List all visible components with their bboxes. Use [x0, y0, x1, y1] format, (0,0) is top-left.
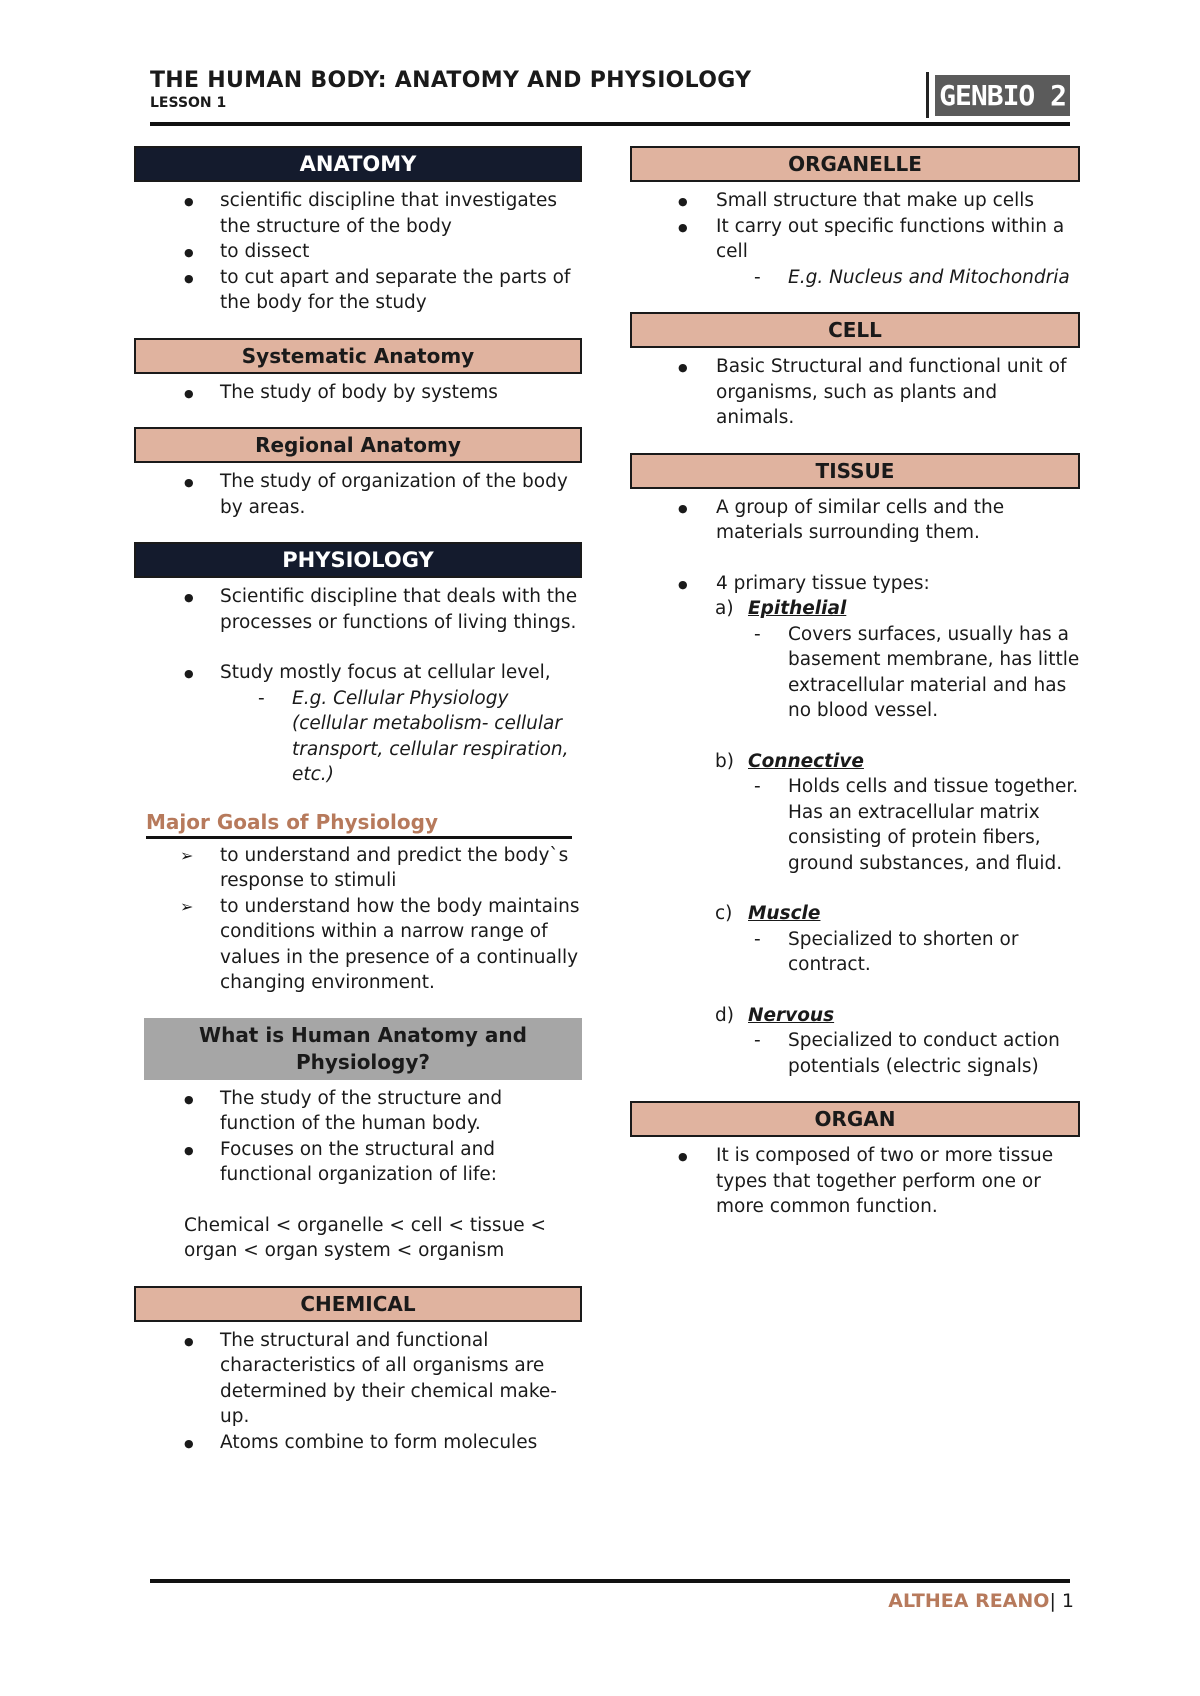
systematic-anatomy-heading: Systematic Anatomy	[134, 338, 582, 374]
tissue-type-desc: - Covers surfaces, usually has a basement membrane, has little extracellular material and has no blood vessel.	[630, 622, 1080, 724]
list-item: ● Study mostly focus at cellular level,	[134, 660, 582, 686]
physiology-example: - E.g. Cellular Physiology (cellular metabolism- cellular transport, cellular respiration, etc.)	[134, 686, 582, 788]
page-footer	[888, 1590, 1074, 1612]
list-item: ● The structural and functional characteristics of all organisms are determined by their chemical make-up.	[134, 1328, 582, 1430]
goals-section	[134, 810, 582, 996]
list-item: ● Scientific discipline that deals with the processes or functions of living things.	[134, 584, 582, 635]
tissue-type-desc: - Specialized to conduct action potentials (electric signals)	[630, 1028, 1080, 1079]
organelle-example: - E.g. Nucleus and Mitochondria	[630, 265, 1080, 291]
tissue-heading: TISSUE	[630, 453, 1080, 489]
document-title: THE HUMAN BODY: ANATOMY AND PHYSIOLOGY	[150, 68, 752, 93]
list-item: ● The study of the structure and function of the human body.	[134, 1086, 582, 1137]
anatomy-heading: ANATOMY	[134, 146, 582, 182]
organelle-heading: ORGANELLE	[630, 146, 1080, 182]
brand-logo	[926, 72, 1070, 118]
list-item: ● Basic Structural and functional unit of organisms, such as plants and animals.	[630, 354, 1080, 431]
brand-text: GENBIO 2	[935, 75, 1070, 116]
list-item: ● to cut apart and separate the parts of the body for the study	[134, 265, 582, 316]
physiology-heading: PHYSIOLOGY	[134, 542, 582, 578]
what-is-section	[134, 1018, 582, 1264]
list-item: ● The study of body by systems	[134, 380, 582, 406]
list-item: ● A group of similar cells and the materials surrounding them.	[630, 495, 1080, 546]
list-item: ➢ to understand how the body maintains conditions within a narrow range of values in the presence of a continually changing environment.	[134, 894, 582, 996]
list-item: ● It carry out specific functions within a cell	[630, 214, 1080, 265]
organ-heading: ORGAN	[630, 1101, 1080, 1137]
tissue-type-epithelial: a) Epithelial	[715, 598, 847, 619]
right-column	[630, 146, 1080, 1242]
list-item: ● 4 primary tissue types:	[630, 571, 1080, 597]
chemical-section	[134, 1286, 582, 1456]
cell-section	[630, 312, 1080, 431]
regional-anatomy-heading: Regional Anatomy	[134, 427, 582, 463]
lesson-label: LESSON 1	[150, 95, 227, 111]
list-item: ● Focuses on the structural and functional organization of life:	[134, 1137, 582, 1188]
goals-heading: Major Goals of Physiology	[146, 810, 572, 839]
header-rule	[150, 122, 1070, 126]
list-item: ● Small structure that make up cells	[630, 188, 1080, 214]
systematic-anatomy-section	[134, 338, 582, 406]
footer-separator: |	[1049, 1590, 1056, 1612]
cell-heading: CELL	[630, 312, 1080, 348]
list-item: ● scientific discipline that investigates the structure of the body	[134, 188, 582, 239]
brand-divider	[926, 72, 929, 118]
left-column	[134, 146, 582, 1477]
tissue-type-muscle: c) Muscle	[715, 903, 821, 924]
page-number: 1	[1061, 1590, 1074, 1612]
hierarchy-text: Chemical < organelle < cell < tissue < organ < organ system < organism	[184, 1214, 547, 1261]
physiology-section	[134, 542, 582, 788]
organelle-section	[630, 146, 1080, 290]
list-item: ➢ to understand and predict the body`s response to stimuli	[134, 843, 582, 894]
tissue-type-desc: - Holds cells and tissue together. Has an extracellular matrix consisting of protein fibers, ground substances, and fluid.	[630, 774, 1080, 876]
organ-section	[630, 1101, 1080, 1220]
list-item: ● It is composed of two or more tissue types that together perform one or more common function.	[630, 1143, 1080, 1220]
tissue-type-nervous: d) Nervous	[715, 1004, 835, 1026]
list-item: ● Atoms combine to form molecules	[134, 1430, 582, 1456]
tissue-type-desc: - Specialized to shorten or contract.	[630, 927, 1080, 978]
anatomy-section	[134, 146, 582, 316]
page-header	[150, 68, 1070, 111]
list-item: ● to dissect	[134, 239, 582, 265]
list-item: ● The study of organization of the body by areas.	[134, 469, 582, 520]
footer-rule	[150, 1579, 1070, 1583]
tissue-section	[630, 453, 1080, 1080]
tissue-type-connective: b) Connective	[715, 750, 864, 772]
regional-anatomy-section	[134, 427, 582, 520]
author-name: ALTHEA REANO	[888, 1590, 1050, 1612]
what-is-heading: What is Human Anatomy and Physiology?	[144, 1018, 582, 1080]
chemical-heading: CHEMICAL	[134, 1286, 582, 1322]
